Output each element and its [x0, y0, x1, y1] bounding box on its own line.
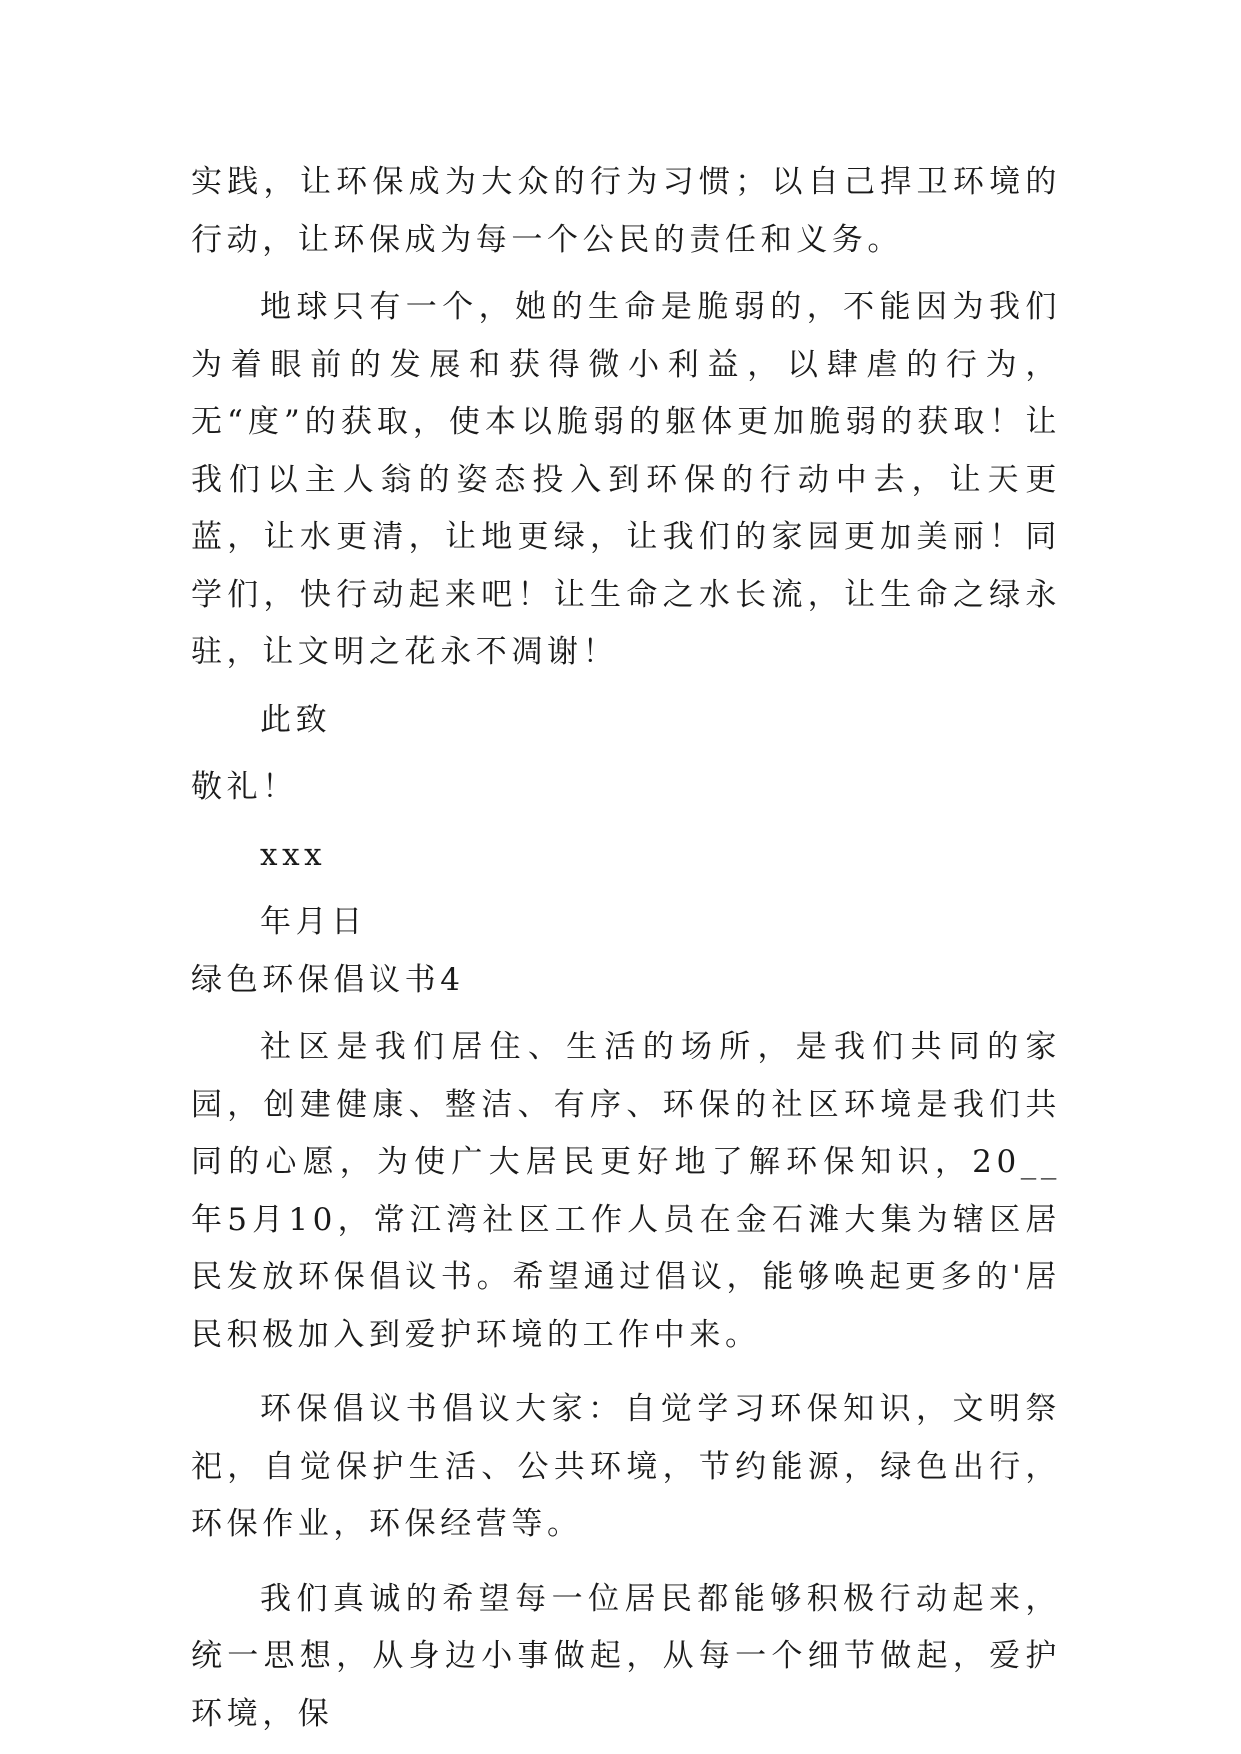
section-title: 绿色环保倡议书4: [191, 961, 465, 998]
signature: xxx: [260, 836, 327, 873]
closing-line: 此致: [260, 701, 332, 738]
date-line: 年月日: [260, 904, 367, 940]
paragraph-community: 社区是我们居住、生活的场所，是我们共同的家园，创建健康、整洁、有序、环保的社区环境是我们共同的心愿，为使广大居民更好地了解环保知识，20__年5月10，常江湾社区工作人员在金石滩大集为辖区居民发放环保倡议书。希望通过倡议，能够唤起更多的'居民积极加入到爱护环境的工作中来。: [191, 1029, 1061, 1353]
salutation: 敬礼！: [191, 769, 298, 805]
paragraph-appeal: 我们真诚的希望每一位居民都能够积极行动起来，统一思想，从身边小事做起，从每一个细节做起，爱护环境，保: [191, 1580, 1061, 1732]
paragraph-proposal: 环保倡议书倡议大家：自觉学习环保知识，文明祭祀，自觉保护生活、公共环境，节约能源，绿色出行，环保作业，环保经营等。: [191, 1391, 1061, 1542]
paragraph-continuation: 实践，让环保成为大众的行为习惯；以自己捍卫环境的行动，让环保成为每一个公民的责任和义务。: [191, 164, 1061, 258]
paragraph-earth: 地球只有一个，她的生命是脆弱的，不能因为我们为着眼前的发展和获得微小利益，以肆虐的行为，无“度”的获取，使本以脆弱的躯体更加脆弱的获取！让我们以主人翁的姿态投入到环保的行动中去，让天更蓝，让水更清，让地更绿，让我们的家园更加美丽！同学们，快行动起来吧！让生命之水长流，让生命之绿永驻，让文明之花永不凋谢！: [191, 289, 1061, 670]
document-body: [191, 154, 1061, 1743]
